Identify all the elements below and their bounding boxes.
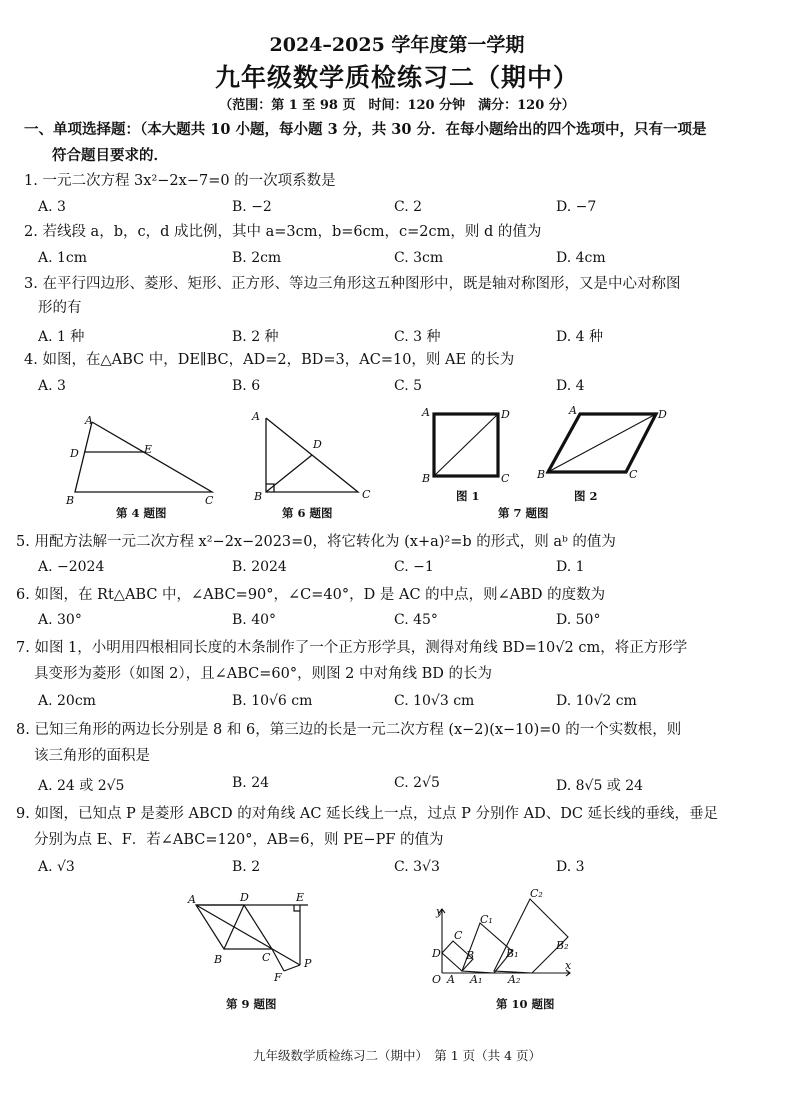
q6-option-a[interactable]: A. 30° bbox=[38, 612, 82, 628]
q1-option-d[interactable]: D. −7 bbox=[556, 199, 597, 215]
q7-option-d[interactable]: D. 10√2 cm bbox=[556, 693, 637, 709]
fig6-label-a: A bbox=[252, 410, 260, 423]
question-8-line2: 该三角形的面积是 bbox=[34, 748, 150, 764]
figure-q7-square bbox=[434, 414, 498, 476]
fig9-label-f: F bbox=[274, 971, 282, 984]
section-title-line1: 一、单项选择题：（本大题共 10 小题，每小题 3 分，共 30 分．在每小题给出的四个选项中，只有一项是 bbox=[24, 121, 707, 138]
q9-option-b[interactable]: B. 2 bbox=[232, 859, 261, 875]
question-7-line1: 7. 如图 1，小明用四根相同长度的木条制作了一个正方形学具，测得对角线 BD=10√2 cm，将正方形学 bbox=[16, 640, 688, 656]
fig7b-label-c: C bbox=[629, 468, 638, 481]
q8-option-c[interactable]: C. 2√5 bbox=[394, 775, 440, 791]
q4-option-a[interactable]: A. 3 bbox=[38, 378, 66, 394]
fig10-label-b1: B₁ bbox=[506, 947, 519, 960]
q7-option-a[interactable]: A. 20cm bbox=[38, 693, 96, 709]
fig4-label-b: B bbox=[66, 494, 75, 507]
q3-option-d[interactable]: D. 4 种 bbox=[556, 329, 603, 345]
question-9-line1: 9. 如图，已知点 P 是菱形 ABCD 的对角线 AC 延长线上一点，过点 P 分别作 AD、DC 延长线的垂线，垂足 bbox=[16, 806, 719, 822]
fig6-label-c: C bbox=[362, 488, 371, 501]
exam-year: 2024–2025 学年度第一学期 bbox=[269, 34, 525, 56]
q5-option-b[interactable]: B. 2024 bbox=[232, 559, 287, 575]
q2-option-d[interactable]: D. 4cm bbox=[556, 250, 606, 266]
fig9-label-e: E bbox=[296, 891, 305, 904]
q9-option-a[interactable]: A. √3 bbox=[38, 859, 75, 875]
fig10-label-c: C bbox=[454, 929, 463, 942]
page-footer: 九年级数学质检练习二（期中） 第 1 页（共 4 页） bbox=[252, 1048, 542, 1063]
fig7b-label-a: A bbox=[569, 404, 577, 417]
q1-option-c[interactable]: C. 2 bbox=[394, 199, 423, 215]
q6-option-d[interactable]: D. 50° bbox=[556, 612, 601, 628]
fig10-label-a: A bbox=[447, 973, 455, 986]
q1-option-a[interactable]: A. 3 bbox=[38, 199, 66, 215]
fig7a-label-b: B bbox=[422, 472, 431, 485]
fig10-label-b2: B₂ bbox=[556, 939, 569, 952]
q3-option-c[interactable]: C. 3 种 bbox=[394, 329, 441, 345]
fig10-label-c1: C₁ bbox=[480, 913, 493, 926]
q9-option-d[interactable]: D. 3 bbox=[556, 859, 585, 875]
fig7a-label-c: C bbox=[501, 472, 510, 485]
figure-q9 bbox=[196, 905, 308, 971]
q3-option-a[interactable]: A. 1 种 bbox=[38, 329, 85, 345]
fig7a-label-d: D bbox=[501, 408, 510, 421]
fig10-label-a1: A₁ bbox=[470, 973, 483, 986]
fig7a-caption: 图 1 bbox=[456, 489, 480, 503]
fig10-label-o: O bbox=[432, 973, 442, 986]
fig9-label-c: C bbox=[262, 951, 271, 964]
fig9-label-d: D bbox=[240, 891, 249, 904]
q5-option-d[interactable]: D. 1 bbox=[556, 559, 585, 575]
fig9-caption: 第 9 题图 bbox=[226, 997, 277, 1011]
question-3-line1: 3. 在平行四边形、菱形、矩形、正方形、等边三角形这五种图形中，既是轴对称图形，又是中心对称图 bbox=[24, 276, 681, 292]
q6-option-b[interactable]: B. 40° bbox=[232, 612, 277, 628]
q2-option-c[interactable]: C. 3cm bbox=[394, 250, 444, 266]
figure-q7-rhombus bbox=[548, 414, 656, 472]
fig4-label-c: C bbox=[205, 494, 214, 507]
fig10-label-d: D bbox=[432, 947, 441, 960]
fig9-label-p: P bbox=[304, 957, 312, 970]
fig6-label-b: B bbox=[254, 490, 263, 503]
q7-option-c[interactable]: C. 10√3 cm bbox=[394, 693, 475, 709]
fig7b-caption: 图 2 bbox=[574, 489, 598, 503]
q4-option-d[interactable]: D. 4 bbox=[556, 378, 585, 394]
fig4-label-d: D bbox=[70, 447, 79, 460]
figures-row-2 bbox=[0, 885, 794, 1000]
fig7-caption: 第 7 题图 bbox=[498, 506, 549, 520]
fig4-caption: 第 4 题图 bbox=[116, 506, 167, 520]
question-3-line2: 形的有 bbox=[38, 300, 82, 316]
section-title-line2: 符合题目要求的． bbox=[52, 147, 168, 164]
question-8-line1: 8. 已知三角形的两边长分别是 8 和 6，第三边的长是一元二次方程 (x−2)(x−10)=0 的一个实数根，则 bbox=[16, 722, 682, 738]
q5-option-c[interactable]: C. −1 bbox=[394, 559, 434, 575]
fig9-label-b: B bbox=[214, 953, 223, 966]
q8-option-a[interactable]: A. 24 或 2√5 bbox=[38, 778, 125, 794]
fig4-label-a: A bbox=[85, 414, 93, 427]
fig7b-label-d: D bbox=[658, 408, 667, 421]
fig7b-label-b: B bbox=[537, 468, 546, 481]
question-2: 2. 若线段 a，b，c，d 成比例，其中 a=3cm，b=6cm，c=2cm，则 d 的值为 bbox=[24, 224, 542, 240]
q1-option-b[interactable]: B. −2 bbox=[232, 199, 272, 215]
fig4-label-e: E bbox=[144, 443, 153, 456]
q8-option-d[interactable]: D. 8√5 或 24 bbox=[556, 778, 644, 794]
fig9-label-a: A bbox=[188, 893, 196, 906]
fig6-caption: 第 6 题图 bbox=[282, 506, 333, 520]
question-5: 5. 用配方法解一元二次方程 x²−2x−2023=0，将它转化为 (x+a)²=b 的形式，则 aᵇ 的值为 bbox=[16, 534, 616, 550]
question-7-line2: 具变形为菱形（如图 2），且∠ABC=60°，则图 2 中对角线 BD 的长为 bbox=[34, 666, 493, 682]
q3-option-b[interactable]: B. 2 种 bbox=[232, 329, 279, 345]
figure-q4 bbox=[75, 422, 212, 492]
exam-scope: （范围：第 1 至 98 页 时间：120 分钟 满分：120 分） bbox=[219, 98, 575, 113]
fig7a-label-a: A bbox=[422, 406, 430, 419]
fig10-label-c2: C₂ bbox=[530, 887, 543, 900]
question-9-line2: 分别为点 E、F．若∠ABC=120°，AB=6，则 PE−PF 的值为 bbox=[34, 832, 444, 848]
q9-option-c[interactable]: C. 3√3 bbox=[394, 859, 440, 875]
fig6-label-d: D bbox=[313, 438, 322, 451]
question-6: 6. 如图，在 Rt△ABC 中，∠ABC=90°，∠C=40°，D 是 AC 的中点，则∠ABD 的度数为 bbox=[16, 587, 606, 603]
fig10-label-b: B bbox=[466, 949, 475, 962]
q6-option-c[interactable]: C. 45° bbox=[394, 612, 438, 628]
q2-option-a[interactable]: A. 1cm bbox=[38, 250, 88, 266]
q4-option-b[interactable]: B. 6 bbox=[232, 378, 261, 394]
fig10-label-y: y bbox=[436, 905, 443, 918]
question-1: 1. 一元二次方程 3x²−2x−7=0 的一次项系数是 bbox=[24, 173, 336, 189]
q8-option-b[interactable]: B. 24 bbox=[232, 775, 270, 791]
fig10-label-a2: A₂ bbox=[508, 973, 521, 986]
figure-q6 bbox=[266, 418, 358, 492]
fig10-caption: 第 10 题图 bbox=[496, 997, 555, 1011]
exam-title: 九年级数学质检练习二（期中） bbox=[214, 63, 579, 92]
q5-option-a[interactable]: A. −2024 bbox=[38, 559, 105, 575]
q7-option-b[interactable]: B. 10√6 cm bbox=[232, 693, 313, 709]
question-4: 4. 如图，在△ABC 中，DE∥BC，AD=2，BD=3，AC=10，则 AE 的长为 bbox=[24, 352, 515, 368]
fig10-label-x: x bbox=[565, 959, 572, 972]
q4-option-c[interactable]: C. 5 bbox=[394, 378, 423, 394]
q2-option-b[interactable]: B. 2cm bbox=[232, 250, 282, 266]
